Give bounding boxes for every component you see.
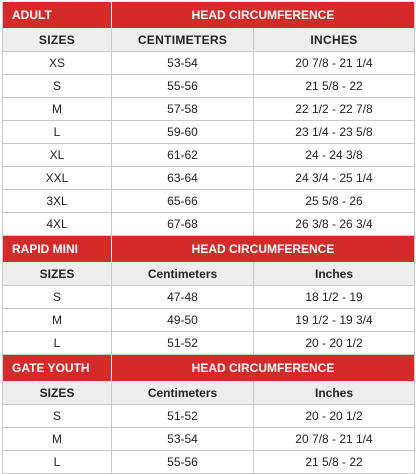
centimeters-cell: 55-56 xyxy=(111,451,253,473)
size-cell: 3XL xyxy=(46,194,68,208)
column-header-centimeters: Centimeters xyxy=(111,381,253,404)
inches-cell: 22 1/2 - 22 7/8 xyxy=(253,98,414,120)
centimeters-cell: 53-54 xyxy=(111,428,253,450)
centimeters-cell: 65-66 xyxy=(111,190,253,212)
table-row xyxy=(3,190,414,213)
centimeters-cell: 57-58 xyxy=(111,98,253,120)
section-header xyxy=(3,236,414,262)
centimeters-cell: 49-50 xyxy=(111,309,253,331)
table-row xyxy=(3,309,414,332)
section-gate-youth xyxy=(2,355,415,474)
size-cell: 4XL xyxy=(46,217,68,231)
size-chart xyxy=(2,2,413,474)
inches-cell: 20 - 20 1/2 xyxy=(253,405,414,427)
section-title: GATE YOUTH xyxy=(12,361,90,375)
table-row xyxy=(3,144,414,167)
inches-cell: 26 3/8 - 26 3/4 xyxy=(253,213,414,235)
table-row xyxy=(3,286,414,309)
inches-cell: 20 - 20 1/2 xyxy=(253,332,414,354)
section-header-label: HEAD CIRCUMFERENCE xyxy=(111,236,414,262)
inches-cell: 18 1/2 - 19 xyxy=(253,286,414,308)
table-row xyxy=(3,98,414,121)
section-header-label: HEAD CIRCUMFERENCE xyxy=(111,355,414,381)
size-cell: S xyxy=(52,290,61,304)
column-header-inches: Inches xyxy=(253,381,414,404)
size-cell: XL xyxy=(49,148,65,162)
section-rapid-mini xyxy=(2,236,415,355)
column-header-row xyxy=(3,381,414,405)
size-cell: M xyxy=(52,102,62,116)
table-row xyxy=(3,75,414,98)
section-title: ADULT xyxy=(12,8,52,22)
table-row xyxy=(3,213,414,236)
table-row xyxy=(3,405,414,428)
centimeters-cell: 67-68 xyxy=(111,213,253,235)
section-header-label: HEAD CIRCUMFERENCE xyxy=(111,2,414,28)
table-row xyxy=(3,451,414,474)
column-header-row xyxy=(3,28,414,52)
column-header-centimeters: Centimeters xyxy=(111,262,253,285)
inches-cell: 20 7/8 - 21 1/4 xyxy=(253,52,414,74)
table-row xyxy=(3,428,414,451)
centimeters-cell: 55-56 xyxy=(111,75,253,97)
size-cell: S xyxy=(52,79,61,93)
inches-cell: 23 1/4 - 23 5/8 xyxy=(253,121,414,143)
size-cell: M xyxy=(52,313,62,327)
size-cell: L xyxy=(53,455,61,469)
section-header xyxy=(3,2,414,28)
column-header-inches: Inches xyxy=(253,262,414,285)
size-cell: L xyxy=(53,125,61,139)
section-header xyxy=(3,355,414,381)
size-cell: L xyxy=(53,336,61,350)
inches-cell: 21 5/8 - 22 xyxy=(253,451,414,473)
table-row xyxy=(3,332,414,355)
centimeters-cell: 51-52 xyxy=(111,332,253,354)
centimeters-cell: 59-60 xyxy=(111,121,253,143)
column-header-sizes: SIZES xyxy=(39,385,75,400)
size-cell: XXL xyxy=(45,171,69,185)
size-cell: S xyxy=(52,409,61,423)
column-header-row xyxy=(3,262,414,286)
centimeters-cell: 53-54 xyxy=(111,52,253,74)
inches-cell: 24 - 24 3/8 xyxy=(253,144,414,166)
inches-cell: 21 5/8 - 22 xyxy=(253,75,414,97)
inches-cell: 24 3/4 - 25 1/4 xyxy=(253,167,414,189)
centimeters-cell: 47-48 xyxy=(111,286,253,308)
column-header-inches: INCHES xyxy=(253,28,414,51)
centimeters-cell: 61-62 xyxy=(111,144,253,166)
centimeters-cell: 51-52 xyxy=(111,405,253,427)
table-row xyxy=(3,167,414,190)
inches-cell: 19 1/2 - 19 3/4 xyxy=(253,309,414,331)
inches-cell: 25 5/8 - 26 xyxy=(253,190,414,212)
table-row xyxy=(3,121,414,144)
size-cell: XS xyxy=(48,56,65,70)
inches-cell: 20 7/8 - 21 1/4 xyxy=(253,428,414,450)
table-row xyxy=(3,52,414,75)
column-header-centimeters: CENTIMETERS xyxy=(111,28,253,51)
column-header-sizes: SIZES xyxy=(39,266,75,281)
centimeters-cell: 63-64 xyxy=(111,167,253,189)
column-header-sizes: SIZES xyxy=(38,32,76,47)
size-cell: M xyxy=(52,432,62,446)
section-adult xyxy=(2,2,415,236)
section-title: RAPID MINI xyxy=(12,242,78,256)
